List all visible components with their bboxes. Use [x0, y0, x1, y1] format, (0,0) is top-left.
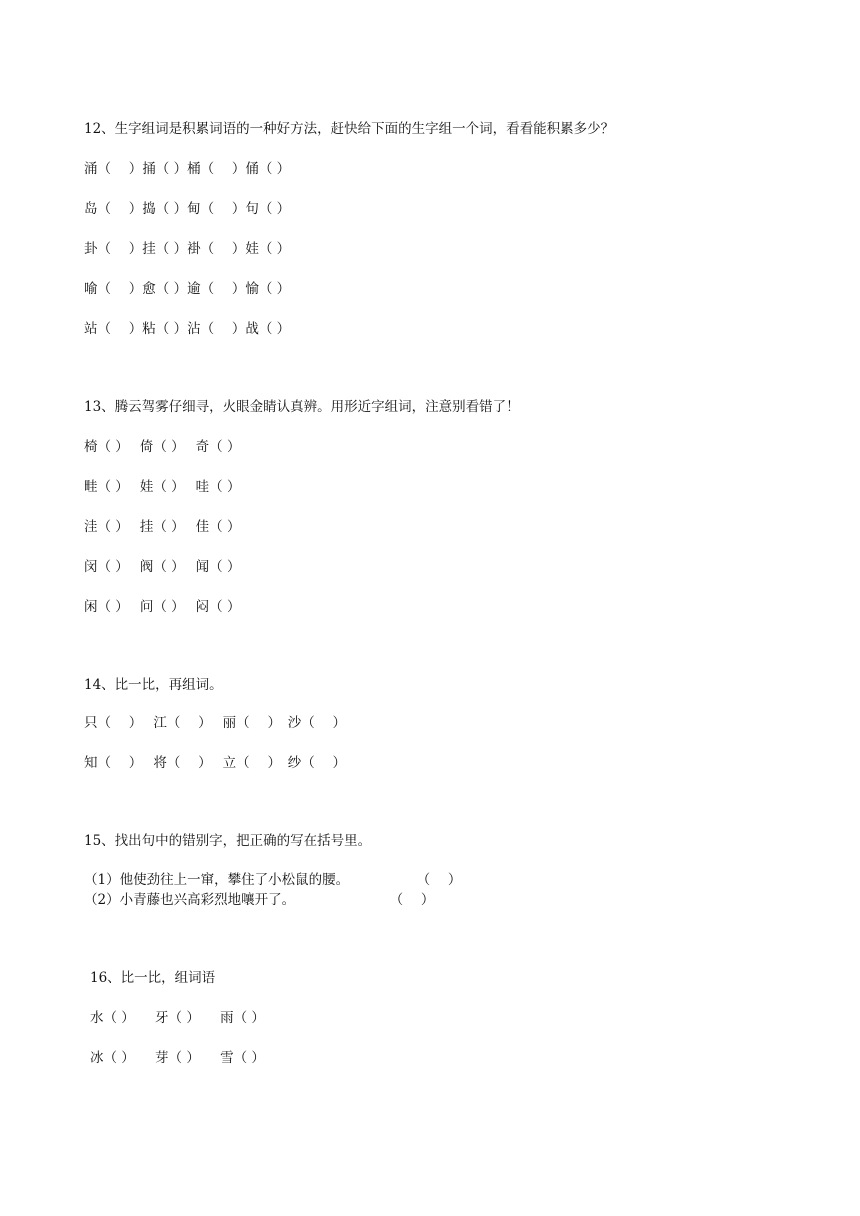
question-12-row-1: 涌（ ）捅（ ）桶（ ）俑（ ） — [84, 161, 291, 177]
question-13-row-2: 畦（ ） 娃（ ） 哇（ ） — [84, 479, 241, 495]
question-13-row-5: 闲（ ） 问（ ） 闷（ ） — [84, 599, 241, 615]
question-13-row-1: 椅（ ） 倚（ ） 奇（ ） — [84, 439, 241, 455]
question-12-row-2: 岛（ ）捣（ ）甸（ ）句（ ） — [84, 201, 291, 217]
question-16-row-1: 水（ ） 牙（ ） 雨（ ） — [90, 1010, 265, 1026]
question-16-title: 16、比一比，组词语 — [90, 970, 216, 986]
question-16-row-2: 冰（ ） 芽（ ） 雪（ ） — [90, 1050, 265, 1066]
question-15-sentence-2: （2）小青藤也兴高彩烈地嚷开了。 （ ） — [84, 892, 435, 908]
question-13-row-3: 洼（ ） 挂（ ） 佳（ ） — [84, 519, 241, 535]
question-13-row-4: 闵（ ） 阀（ ） 闻（ ） — [84, 559, 241, 575]
question-15-title: 15、找出句中的错别字，把正确的写在括号里。 — [84, 833, 372, 849]
question-15-sentence-1: （1）他使劲往上一窜，攀住了小松鼠的腰。 （ ） — [84, 872, 462, 888]
question-12-row-3: 卦（ ）挂（ ）褂（ ）娃（ ） — [84, 241, 291, 257]
question-12-row-4: 喻（ ）愈（ ）逾（ ）愉（ ） — [84, 281, 291, 297]
question-12-title: 12、生字组词是积累词语的一种好方法，赶快给下面的生字组一个词，看看能积累多少？ — [84, 121, 615, 137]
question-13-title: 13、腾云驾雾仔细寻，火眼金睛认真辨。用形近字组词，注意别看错了！ — [84, 399, 520, 415]
question-12-row-5: 站（ ）粘（ ）沾（ ）战（ ） — [84, 321, 291, 337]
question-14-row-1: 只（ ） 江（ ） 丽（ ） 沙（ ） — [84, 715, 346, 731]
question-14-title: 14、比一比，再组词。 — [84, 677, 223, 693]
question-14-row-2: 知（ ） 将（ ） 立（ ） 纱（ ） — [84, 755, 346, 771]
